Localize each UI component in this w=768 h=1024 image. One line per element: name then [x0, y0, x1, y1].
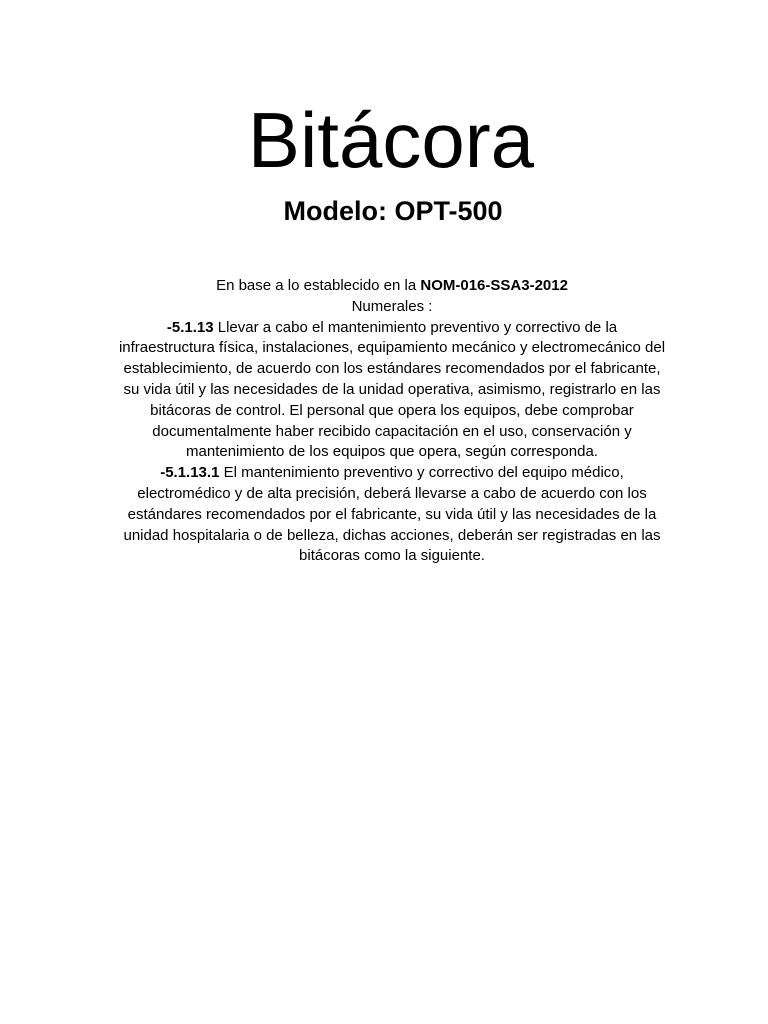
section-1-number: -5.1.13	[166, 318, 214, 336]
model-subtitle: Modelo: OPT-500	[283, 196, 503, 226]
section-1-line: su vida útil y las necesidades de la unidad operativa, asimismo, registrarlo en las	[123, 380, 661, 398]
numerales-label: Numerales :	[351, 297, 433, 315]
standard-reference: NOM-016-SSA3-2012	[420, 277, 568, 294]
section-2-line	[84, 463, 700, 484]
section-1-line: bitácoras de control. El personal que opera los equipos, debe comprobar	[150, 401, 634, 419]
intro-line	[84, 276, 700, 297]
section-1-line	[84, 318, 700, 339]
section-2-line: estándares recomendados por el fabricante, su vida útil y las necesidades de la	[127, 505, 657, 523]
section-2-line: electromédico y de alta precisión, deberá llevarse a cabo de acuerdo con los	[137, 484, 647, 502]
section-2-number: -5.1.13.1	[160, 464, 220, 482]
section-1-line: documentalmente haber recibido capacitación en el uso, conservación y	[152, 422, 632, 440]
section-2-line: unidad hospitalaria o de belleza, dichas acciones, deberán ser registradas en las	[123, 526, 661, 544]
section-1-line: infraestructura física, instalaciones, equipamiento mecánico y electromecánico del	[118, 339, 666, 357]
section-1-line: establecimiento, de acuerdo con los estándares recomendados por el fabricante,	[123, 360, 661, 378]
page-title: Bitácora	[247, 96, 535, 184]
section-2-line: bitácoras como la siguiente.	[299, 547, 485, 565]
intro-prefix: En base a lo establecido en la	[216, 277, 421, 294]
body-paragraph	[84, 276, 700, 567]
section-2-text: El mantenimiento preventivo y correctivo del equipo médico,	[219, 464, 624, 482]
section-1-line: mantenimiento de los equipos que opera, según corresponda.	[186, 443, 598, 461]
section-1-text: Llevar a cabo el mantenimiento preventivo y correctivo de la	[213, 318, 618, 336]
